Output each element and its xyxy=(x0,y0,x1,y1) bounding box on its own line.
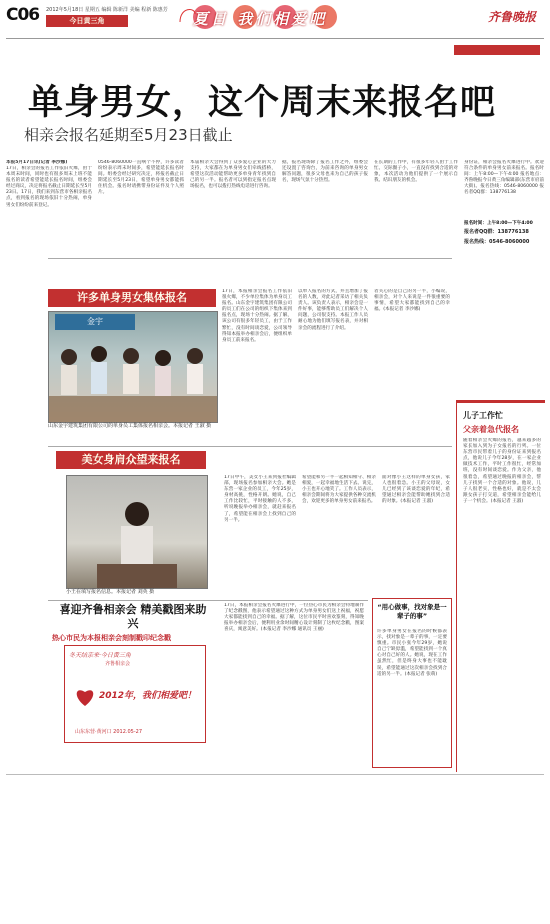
story-2-col-2: 希望能和另一半一起相知相守、相亲相爱，一起幸福地生活下去。说完，小王也开心地笑了。工作人员表示，相亲会期间将为大家提供各种交流机会，欢迎更多的单身男女前来报名。 xyxy=(302,475,376,505)
section-tab: 今日黄三角 xyxy=(46,15,128,27)
lead-col-3: 本届相亲大会得到了众多爱心企业的大力支持，大家都在为单身男女们牵线搭桥，希望这次活动能帮助更多单身青年找到自己的另一半。报名者可以到指定报名点现场报名，也可以拨打热线电话进行咨询。 xyxy=(190,160,276,190)
stamp-line: 冬天结亲来·今日黄三角 xyxy=(69,652,131,659)
woman-illustration xyxy=(67,476,207,588)
headline-title: 单身男女，这个周末来报名吧 xyxy=(28,83,497,123)
story-1-title: 许多单身男女集体报名 xyxy=(48,289,216,307)
story-2-title: 美女身肩众望来报名 xyxy=(56,451,206,469)
story-3 xyxy=(48,600,368,766)
story-3-title: 喜迎齐鲁相亲会 精美戳图来助兴 xyxy=(59,603,207,630)
hotline xyxy=(464,238,546,245)
lead-col-5: 在长期的工作中，有很多年轻人由于工作忙、交际圈子小，一直没有找到合适的对象，本次活动为他们提供了一个展示自我、结识朋友的机会。 xyxy=(374,160,458,184)
story-2-col-3: 面对像小王这样的单身女孩，家人也很着急。小王的父母说，女儿已经到了该谈恋爱的年纪，希望通过相亲会能帮助她找到合适的对象。(本报记者 王淑) xyxy=(382,475,450,505)
feature-heading xyxy=(377,603,447,621)
side-column-body: 随着相亲会火爆的报名，越来越多的家长加入到为子女报名的行列。一位东营市民带着儿子的身份证来到报名点，他说儿子今年28岁，在一家企业做技术工作，平时工作很忙，经常加班，没有时间谈恋爱。作为父亲，他很着急，希望通过晚报的相亲会，帮儿子找到一个合适的对象。他说，儿子人很老实，性格也好，就是不太会跟女孩子打交道，希望相亲会能给儿子一个机会。(本报记者 王淑) xyxy=(463,438,541,504)
side-top-rule xyxy=(457,400,545,403)
stamp-foot: 山东东营·黄河口 2012.05-27 xyxy=(75,729,143,735)
lead-col-4: 据，报名现场除了报名工作之外，组委会还设置了咨询台，为前来咨询的单身男女解答问题，很多父母也来为自己的孩子报名，现场气氛十分热烈。 xyxy=(282,160,368,184)
feature-box xyxy=(372,598,452,768)
lead-col-1: 17日，相亲会的报名工作依旧火爆，由于本周末时间，同时也有很多周末上班不能报名的读者希望能延长报名时间，组委会经过商议，决定将报名截止日期延长至5月23日。17日，我们来到东营市各相亲报名点，看到报名的现场依旧十分热闹，单身男女们纷纷前来登记。 xyxy=(6,166,92,208)
date-line: 2012年5月18日 星期五 编辑 陈新洋 美编 程新 陈惠芳 xyxy=(46,7,168,13)
story-1-col-1: 17日，本报相亲会报名工作依旧很火爆，不少单位集体为单身员工报名。山东金宇建筑集团有限公司的员工们在公司的组织下集体来到报名点，现场十分热闹。据了解，该公司有很多年轻员工，由于工作繁忙，没有时间谈恋爱，公司领导得知本报举办相亲会后，便组织单身员工前来报名。 xyxy=(222,289,292,343)
banner-text: 夏日 我们相爱吧 xyxy=(193,10,328,28)
lead-byline: 本报5月17日讯(记者 李沙娜) xyxy=(6,160,68,165)
page-header xyxy=(0,0,550,34)
lead-col-6: 身份证，相亲会报名火爆进行中。欢迎符合条件的单身男女前来报名。报名时间：上午8:00—下午4:00 报名地点：齐鲁晚报今日黄三角编辑部(东营市府前大街)。报名热线：0546-8060000 报名者QQ群：138776138 xyxy=(464,160,544,196)
qq-number: 138776138 xyxy=(497,229,529,235)
story-3-subtitle: 热心市民为本报相亲会刻制戳印纪念戳 xyxy=(52,634,171,642)
story-1-caption: 山东金宇建筑集团有限公司的单身员工集体报名相亲会。本报记者 王淑 摄 xyxy=(48,423,212,429)
story-3-body: 17日，本报相亲会报名火爆进行中，一位热心市民为相亲会特地制作了纪念戳图，他表示希望通过这种方式为单身男女们送上祝福，祝愿大家都能找到自己的幸福。据了解，这位市民平时喜欢篆刻，得知晚报举办相亲会后，便利用业余时间精心设计刻制了这枚纪念戳，图案喜庆，寓意美好。(本报记者 李沙娜 通讯员 王丽) xyxy=(224,603,364,633)
side-column xyxy=(456,400,545,772)
feature-heading-text: “用心做事，找对象是一辈子的事” xyxy=(377,603,447,620)
story-2-photo xyxy=(66,475,208,589)
qq-group xyxy=(464,228,546,235)
sign-text: 金宇 xyxy=(87,317,103,326)
side-column-title: 儿子工作忙 xyxy=(463,411,503,420)
heart-stamp-icon xyxy=(71,682,99,710)
register-time: 报名时间：上午8:00—下午4:00 xyxy=(464,221,533,226)
paper-name: 齐鲁晚报 xyxy=(488,10,537,24)
story-1-photo xyxy=(48,311,218,423)
people-illustration xyxy=(49,312,217,422)
headline-box xyxy=(6,38,544,159)
story-2-col-1: 17日中午，美女小王来到报社编辑部，现场报名参加相亲大会。她是东营一家企业的员工，今年25岁，身材高挑，性格开朗。她说，自己工作比较忙，平时接触的人不多，听说晚报举办相亲会，就赶来报名了，希望能在相亲会上找到自己的另一半。 xyxy=(224,475,296,523)
banner xyxy=(175,2,355,32)
story-1-col-2: 以单人报名的方式，并且增加了报名的人数，对此记者采访了相关负责人。该负责人表示，相亲会是一件好事，能够帮助员工们解决个人问题，公司很支持。本报工作人员耐心地为他们填写报名表，并对相亲会的流程进行了介绍。 xyxy=(298,289,368,331)
lead-col-2: 0546-8060000一直响个不停，许多读者纷纷表示周末时间多，希望能延长报名时间。组委会经过研究决定，将报名截止日期延长至5月23日，希望单身男女都能抓住机会。报名时请携带身份证件及个人照片。 xyxy=(98,160,184,196)
side-column-sub: 父亲着急代报名 xyxy=(463,425,519,434)
hotline-label: 报名热线： xyxy=(464,239,490,245)
feature-body: 许多单身男女在报名的时候都表示，找对象是一辈子的事，一定要慎重。市民小张今年29岁，她说自己宁缺毋滥，希望能找到一个真心对自己好的人。她说，现在工作虽然忙，但是终身大事也不能耽误，希望能通过这次相亲会找到合适的另一半。(本报记者 张萌) xyxy=(377,629,447,677)
commemorative-stamp xyxy=(64,645,206,743)
stamp-main: 2012年，我们相爱吧！ xyxy=(99,691,197,701)
stamp-sub: 齐鲁相亲会 xyxy=(105,661,131,667)
story-2-caption: 小王在填写报名信息。本报记者 刘英 摄 xyxy=(66,589,155,595)
headline-subtitle: 相亲会报名延期至5月23日截止 xyxy=(24,126,233,144)
bottom-rule xyxy=(6,774,544,775)
story-1-col-3: 者关心的是自己的另一半，小编说，相亲会，对个人来说是一件很重要的事情，希望大家都能找到自己的幸福。(本报记者 李沙娜) xyxy=(374,289,450,313)
qq-label: 报名者QQ群： xyxy=(464,229,498,235)
lead-section xyxy=(6,160,544,252)
hotline-number: 0546-8060000 xyxy=(489,239,530,245)
red-corner xyxy=(454,45,540,55)
story-1 xyxy=(48,258,452,441)
story-2 xyxy=(48,446,452,597)
page-code: C06 xyxy=(6,5,40,25)
